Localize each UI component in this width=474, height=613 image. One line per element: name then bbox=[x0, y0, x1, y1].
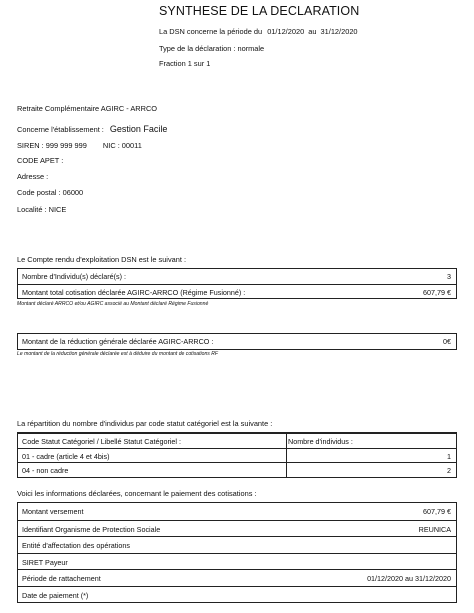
period-from: 01/12/2020 bbox=[267, 27, 305, 36]
row-label: Date de paiement (*) bbox=[22, 590, 89, 600]
retirement-scheme: Retraite Complémentaire AGIRC - ARRCO bbox=[17, 104, 158, 113]
siren-line bbox=[17, 141, 142, 150]
table-row bbox=[18, 553, 456, 570]
column-header: Nombre d'individus : bbox=[288, 437, 353, 446]
row-label: Montant de la réduction générale déclarée AGIRC-ARRCO : bbox=[22, 337, 214, 346]
reduction-note: Le montant de la réduction générale déclarée est à déduire du montant de cotisations RF bbox=[17, 351, 219, 357]
table-row bbox=[18, 334, 456, 349]
row-label: Nombre d'Individu(s) déclaré(s) : bbox=[22, 272, 127, 281]
row-value: REUNICA bbox=[418, 524, 451, 534]
repartition-intro: La répartition du nombre d'individus par code statut catégoriel est la suivante : bbox=[17, 419, 273, 428]
paiement-table bbox=[17, 502, 457, 603]
row-label: Entité d'affectation des opérations bbox=[22, 541, 130, 550]
row-value: 607,79 € bbox=[423, 287, 451, 297]
row-label: 04 - non cadre bbox=[22, 466, 69, 475]
compte-rendu-note: Montant déclaré ARRCO et/ou AGIRC associé au Montant déclaré Régime Fusionné bbox=[17, 301, 209, 307]
column-header: Code Statut Catégoriel / Libellé Statut Catégoriel : bbox=[22, 437, 182, 446]
compte-rendu-table bbox=[17, 268, 457, 299]
table-header-row bbox=[18, 433, 456, 448]
table-row bbox=[18, 269, 456, 284]
table-row bbox=[18, 586, 456, 603]
table-row bbox=[18, 569, 456, 586]
declaration-type: Type de la déclaration : normale bbox=[159, 44, 265, 53]
row-value: 607,79 € bbox=[423, 507, 451, 516]
row-value: 1 bbox=[447, 451, 451, 461]
establishment-name: Gestion Facile bbox=[109, 124, 168, 134]
repartition-table bbox=[17, 432, 457, 478]
table-row bbox=[18, 462, 456, 477]
row-label: SIRET Payeur bbox=[22, 557, 68, 567]
localite: Localité : NICE bbox=[17, 205, 67, 214]
siren: SIREN : 999 999 999 bbox=[17, 141, 87, 150]
period-to: 31/12/2020 bbox=[320, 27, 358, 36]
row-label: Montant total cotisation déclarée AGIRC-ARRCO (Régime Fusionné) : bbox=[22, 287, 246, 297]
row-label: 01 - cadre (article 4 et 4bis) bbox=[22, 451, 110, 461]
establishment-label: Concerne l'établissement : bbox=[17, 125, 104, 134]
period-line bbox=[159, 27, 358, 36]
period-sep: au bbox=[308, 27, 317, 36]
table-row bbox=[18, 520, 456, 537]
nic: NIC : 00011 bbox=[102, 141, 142, 150]
table-row bbox=[18, 503, 456, 520]
code-apet: CODE APET : bbox=[17, 156, 64, 165]
row-label: Période de rattachement bbox=[22, 574, 101, 583]
table-row bbox=[18, 536, 456, 553]
row-value: 0€ bbox=[443, 337, 451, 346]
compte-rendu-intro: Le Compte rendu d'exploitation DSN est le suivant : bbox=[17, 255, 187, 264]
row-value: 01/12/2020 au 31/12/2020 bbox=[367, 574, 451, 583]
paiement-intro: Voici les informations déclarées, concernant le paiement des cotisations : bbox=[17, 489, 257, 498]
row-label: Montant versement bbox=[22, 507, 84, 516]
period-text: La DSN concerne la période du bbox=[159, 27, 263, 36]
table-row bbox=[18, 284, 456, 299]
row-value: 3 bbox=[447, 272, 451, 281]
adresse: Adresse : bbox=[17, 172, 49, 181]
page-title: SYNTHESE DE LA DECLARATION bbox=[159, 4, 360, 18]
table-row bbox=[18, 448, 456, 463]
fraction: Fraction 1 sur 1 bbox=[159, 59, 211, 68]
reduction-table bbox=[17, 333, 457, 350]
row-label: Identifiant Organisme de Protection Sociale bbox=[22, 524, 161, 534]
row-value: 2 bbox=[447, 466, 451, 475]
establishment-line bbox=[17, 124, 167, 134]
code-postal: Code postal : 06000 bbox=[17, 188, 84, 197]
